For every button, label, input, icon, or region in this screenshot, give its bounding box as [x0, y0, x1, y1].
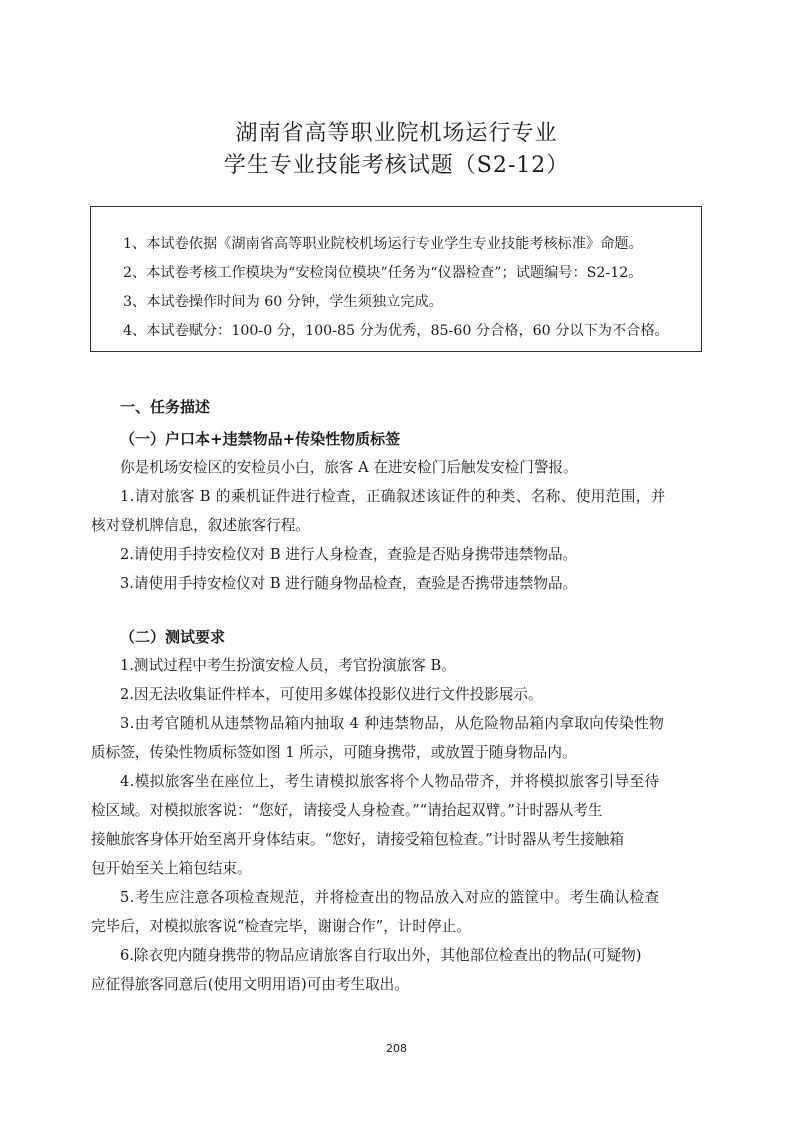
document-title-line-1: 湖南省高等职业院机场运行专业 [235, 121, 558, 146]
subsection-heading-task: （一）户口本+违禁物品+传染性物质标签 [120, 430, 401, 448]
task-item-3: 3.请使用手持安检仪对 B 进行随身物品检查，查验是否携带违禁物品。 [120, 575, 578, 592]
requirement-4-line-2: 检区域。对模拟旅客说：“您好，请接受人身检查。”“请抬起双臂。”计时器从考生 [91, 802, 603, 819]
task-item-1-line-1: 1.请对旅客 B 的乘机证件进行检查，正确叙述该证件的种类、名称、使用范围，并 [120, 488, 666, 505]
requirement-3-line-2: 质标签，传染性物质标签如图 1 所示，可随身携带，或放置于随身物品内。 [91, 744, 577, 761]
page-number: 208 [386, 1042, 407, 1055]
requirement-5-line-1: 5.考生应注意各项检查规范，并将检查出的物品放入对应的篮筐中。考生确认检查 [120, 889, 660, 906]
requirement-4-line-3: 接触旅客身体开始至离开身体结束。“您好，请接受箱包检查。”计时器从考生接触箱 [91, 831, 624, 848]
task-intro: 你是机场安检区的安检员小白，旅客 A 在进安检门后触发安检门警报。 [120, 459, 578, 476]
instruction-item: 3、本试卷操作时间为 60 分钟，学生须独立完成。 [123, 294, 443, 310]
requirement-3-line-1: 3.由考官随机从违禁物品箱内抽取 4 种违禁物品，从危险物品箱内拿取向传染性物 [120, 715, 665, 732]
document-title-line-2: 学生专业技能考核试题（S2-12） [223, 153, 570, 178]
instructions-box [90, 206, 702, 352]
requirement-2: 2.因无法收集证件样本，可使用多媒体投影仪进行文件投影展示。 [120, 686, 543, 703]
requirement-6-line-1: 6.除衣兜内随身携带的物品应请旅客自行取出外，其他部位检查出的物品(可疑物) [120, 947, 642, 964]
section-heading-requirements: （二）测试要求 [120, 628, 226, 646]
requirement-5-line-2: 完毕后，对模拟旅客说“检查完毕，谢谢合作”，计时停止。 [91, 918, 471, 935]
requirement-1: 1.测试过程中考生扮演安检人员，考官扮演旅客 B。 [120, 657, 456, 674]
requirement-6-line-2: 应征得旅客同意后(使用文明用语)可由考生取出。 [91, 976, 409, 993]
requirement-4-line-1: 4.模拟旅客坐在座位上，考生请模拟旅客将个人物品带齐，并将模拟旅客引导至待 [120, 773, 660, 790]
instructions-list [123, 230, 669, 346]
requirement-4-line-4: 包开始至关上箱包结束。 [91, 860, 252, 877]
instruction-item: 4、本试卷赋分：100-0 分，100-85 分为优秀，85-60 分合格，60 分以下为不合格。 [123, 323, 669, 339]
task-item-1-line-2: 核对登机牌信息，叙述旅客行程。 [91, 517, 310, 534]
instruction-item: 1、本试卷依据《湖南省高等职业院校机场运行专业学生专业技能考核标准》命题。 [123, 236, 643, 252]
instruction-item: 2、本试卷考核工作模块为“安检岗位模块”任务为“仪器检查”；试题编号：S2-12。 [123, 265, 643, 281]
section-heading-task: 一、任务描述 [120, 398, 211, 416]
task-item-2: 2.请使用手持安检仪对 B 进行人身检查，查验是否贴身携带违禁物品。 [120, 546, 578, 563]
